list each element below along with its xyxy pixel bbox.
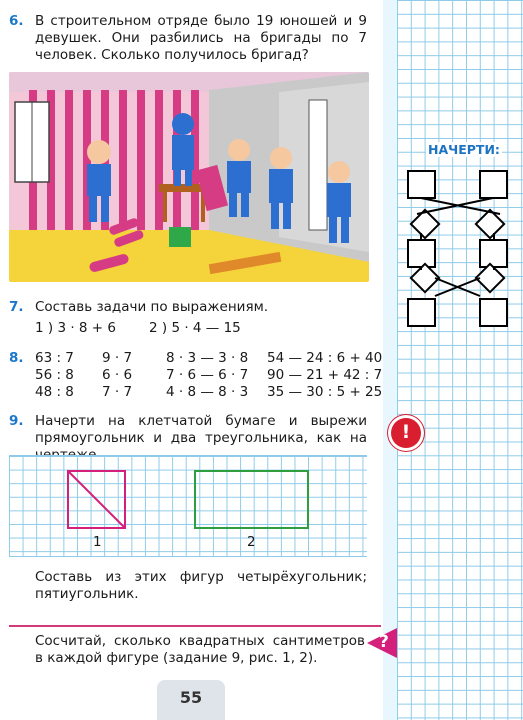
- figure-1-diagonal: [68, 471, 125, 528]
- draw-heading: НАЧЕРТИ:: [428, 142, 500, 157]
- grid-paper-strip: [9, 455, 367, 557]
- task-8-c4-r1: 54 — 24 : 6 + 40: [267, 350, 383, 366]
- task-8-c1-r1: 63 : 7: [35, 350, 74, 366]
- task-8: [9, 350, 383, 410]
- task-8-c2-r3: 7 · 7: [102, 384, 133, 400]
- task-6-number: 6.: [9, 13, 24, 29]
- draw-diamond-left: [411, 210, 439, 238]
- question-glyph: ?: [379, 632, 389, 652]
- figure-2-rectangle: [195, 471, 308, 528]
- notebook-grid: [397, 0, 523, 720]
- task-8-c1-r3: 48 : 8: [35, 384, 74, 400]
- draw-square-mid-left: [408, 240, 435, 267]
- page-number: 55: [179, 688, 203, 707]
- exclamation-icon: [391, 418, 421, 448]
- task-8-c4-r3: 35 — 30 : 5 + 25: [267, 384, 383, 400]
- question-text: Сосчитай, сколько квадратных сантиметров в каждой фигуре (задание 9, рис. 1, 2).: [35, 633, 365, 666]
- task-7-text: Составь задачи по выражениям.: [35, 299, 269, 315]
- task-8-c3-r1: 8 · 3 — 3 · 8: [166, 350, 249, 366]
- question-icon: [367, 628, 397, 658]
- task-8-number: 8.: [9, 350, 24, 366]
- draw-diamond-left-2: [411, 264, 439, 292]
- draw-square-mid-right: [480, 240, 507, 267]
- draw-square-bottom-left: [408, 299, 435, 326]
- draw-square-top-left: [408, 171, 435, 198]
- exclamation-glyph: !: [401, 421, 411, 443]
- task-9-followup-text: Составь из этих фигур четырёхугольник; пятиугольник.: [35, 569, 367, 602]
- draw-diamond-right-2: [476, 264, 504, 292]
- task-8-c2-r1: 9 · 7: [102, 350, 133, 366]
- task-8-c4-r2: 90 — 21 + 42 : 7: [267, 367, 383, 383]
- section-divider: [9, 625, 381, 627]
- task-8-c3-r2: 7 · 6 — 6 · 7: [166, 367, 249, 383]
- notebook-binding: [383, 0, 397, 720]
- task-6-text: В строительном отряде было 19 юношей и 9 девушек. Они разбились на бригады по 7 человек. Сколько получилось бригад?: [35, 13, 367, 63]
- task-8-c3-r3: 4 · 8 — 8 · 3: [166, 384, 249, 400]
- figure-2-label: 2: [247, 534, 256, 550]
- task-9-number: 9.: [9, 413, 24, 429]
- task-7-expression-2: 2 ) 5 · 4 — 15: [149, 320, 241, 336]
- draw-square-bottom-right: [480, 299, 507, 326]
- figure-1-label: 1: [93, 534, 102, 550]
- task-7-number: 7.: [9, 299, 24, 315]
- task-9-text: Начерти на клетчатой бумаге и вырежи прямоугольник и два треугольника, как на: [35, 413, 367, 446]
- workers-illustration: [9, 72, 369, 282]
- task-8-c2-r2: 6 · 6: [102, 367, 133, 383]
- task-7-expression-1: 1 ) 3 · 8 + 6: [35, 320, 116, 336]
- draw-square-top-right: [480, 171, 507, 198]
- task-8-c1-r2: 56 : 8: [35, 367, 74, 383]
